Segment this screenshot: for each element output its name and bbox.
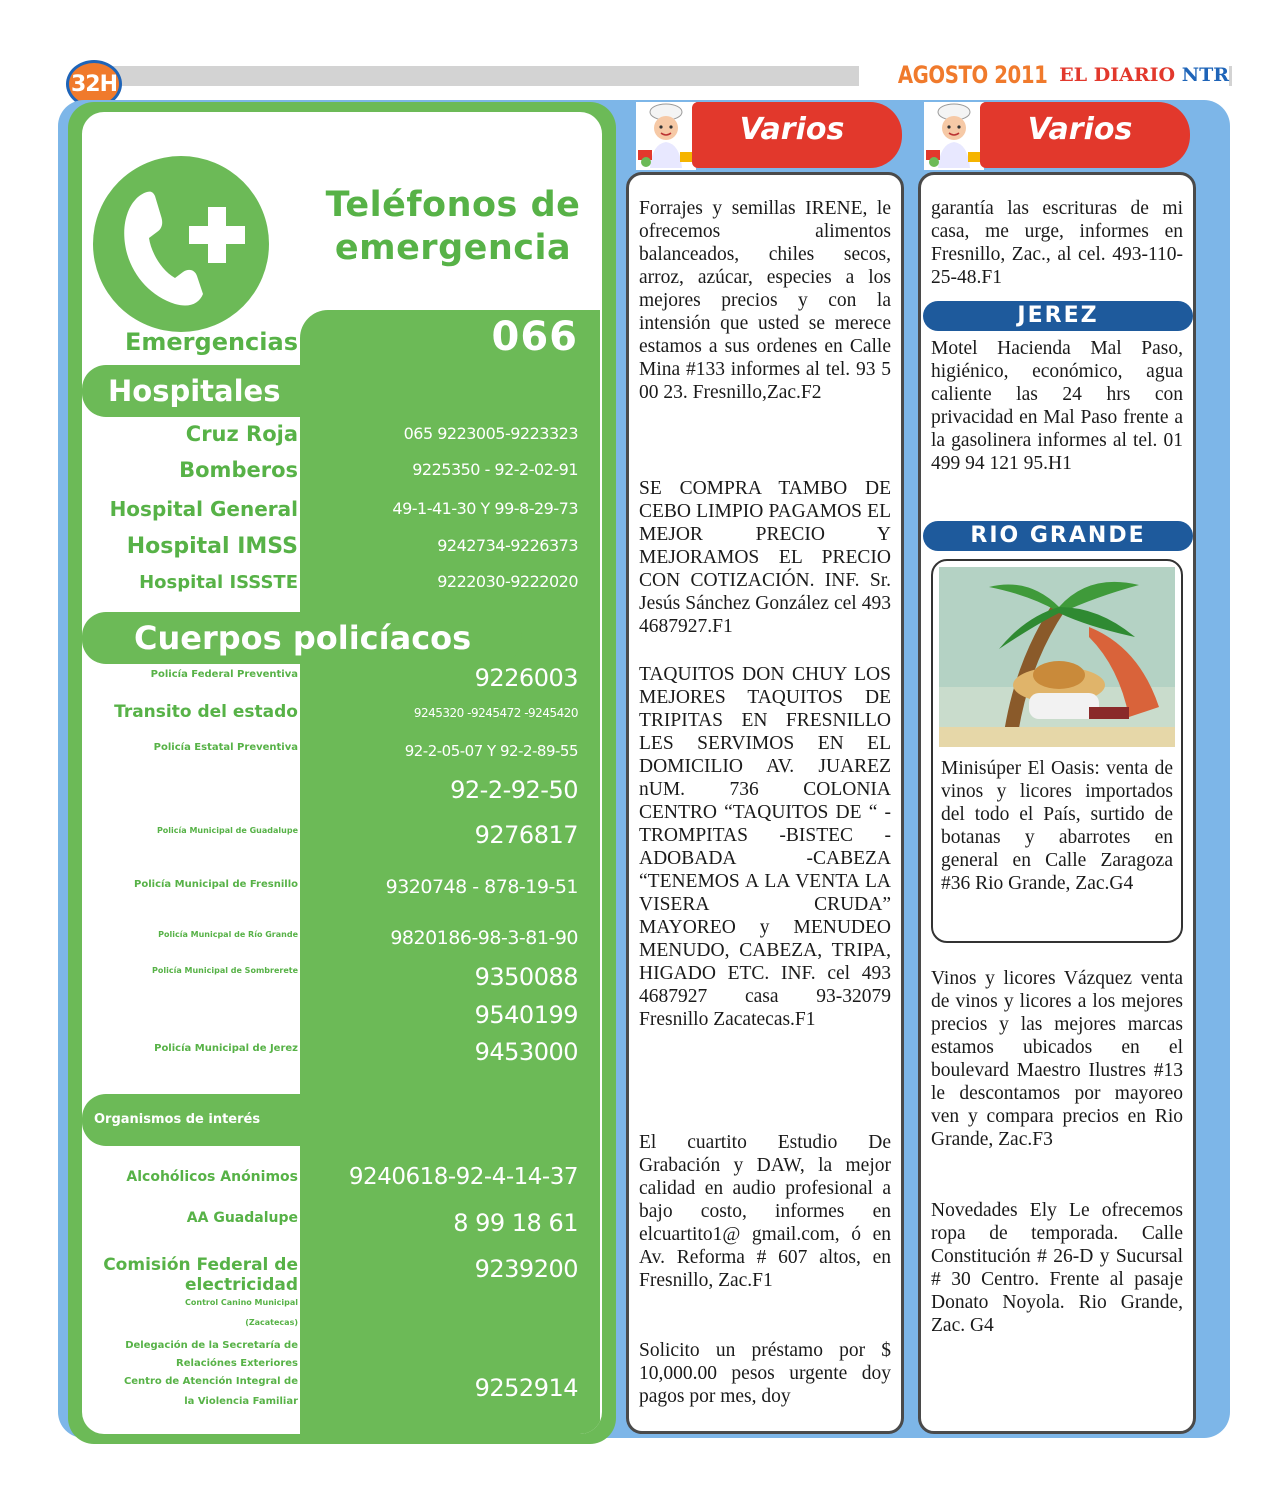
zone-heading-jerez: JEREZ [923, 301, 1193, 331]
police-number: 9245320 -9245472 -9245420 [413, 706, 578, 720]
organism-label: (Zacatecas) [245, 1318, 298, 1327]
organism-number: 9239200 [474, 1255, 578, 1283]
varios-header-b [924, 102, 1192, 170]
varios-title: Varios [1027, 112, 1133, 147]
emergencias-label: Emergencias [125, 328, 298, 356]
phone-plus-icon [85, 154, 277, 334]
organism-number: 9252914 [474, 1374, 578, 1402]
organismos-heading: Organismos de interés [82, 1094, 300, 1146]
classified-column-a [626, 172, 904, 1434]
police-number: 92-2-92-50 [450, 776, 578, 804]
hospital-number: 9222030-9222020 [437, 572, 578, 591]
ad-oasis-box [931, 559, 1183, 943]
police-label: Policía Municpal de Río Grande [158, 930, 298, 939]
varios-ribbon [692, 102, 902, 168]
cartoon-siesta-illustration [939, 567, 1175, 747]
organism-label: Delegación de la Secretaría de [125, 1340, 298, 1351]
ad-novedades-ely: Novedades Ely Le ofrecemos ropa de temporada. Calle Constitución # 26-D y Sucursal # 30 Centro. Frente al pasaje Donato Noyola. Rio Grande, Zac. G4 [931, 1200, 1183, 1336]
organism-number: 8 99 18 61 [453, 1209, 578, 1237]
classified-column-b [918, 172, 1196, 1434]
organism-label: electricidad [184, 1275, 298, 1295]
police-number: 9820186-98-3-81-90 [390, 927, 578, 949]
organism-number: 9240618-92-4-14-37 [348, 1164, 578, 1190]
paper-name [1059, 64, 1229, 86]
hospital-number: 9225350 - 92-2-02-91 [412, 460, 578, 479]
panel-title [308, 184, 598, 270]
ad-tambo: SE COMPRA TAMBO DE CEBO LIMPIO PAGAMOS EL MEJOR PRECIO Y MEJORAMOS EL PRECIO CON COTIZACIÓN. INF. Sr. Jesús Sánchez González cel 493 4687927.F1 [639, 478, 891, 637]
police-label: Policía Municipal de Fresnillo [134, 879, 298, 890]
police-number: 9453000 [474, 1038, 578, 1066]
organism-label: Centro de Atención Integral de [123, 1376, 298, 1387]
police-label: Policía Municipal de Sombrerete [152, 966, 298, 975]
hospital-label: Bomberos [179, 458, 298, 482]
varios-title: Varios [739, 112, 845, 147]
cook-icon [636, 102, 696, 170]
hospital-label: Cruz Roja [185, 422, 298, 446]
cook-icon [924, 102, 984, 170]
police-number: 9226003 [474, 664, 578, 692]
masthead [859, 60, 1229, 90]
ad-taquitos: TAQUITOS DON CHUY LOS MEJORES TAQUITOS DE TRIPITAS EN FRESNILLO LES SERVIMOS EN EL DOMICILIO AV. JUAREZ nUM. 736 COLONIA CENTRO “TAQUITOS DE “ -TROMPITAS -BISTEC -ADOBADA -CABEZA “TENEMOS A LA VENTA LA VISERA CRUDA” MAYOREO y MENUDEO MENUDO, CABEZA, TRIPA, HIGADO ETC. INF. cel 493 4687927 casa 93-32079 Fresnillo Zacatecas.F1 [639, 664, 891, 1030]
paper-name-text: EL DIARIO [1059, 64, 1176, 86]
panel-title-line2: emergencia [334, 228, 572, 268]
ad-estudio: El cuartito Estudio De Grabación y DAW, la mejor calidad en audio profesional a bajo costo, informes en elcuartito1@ gmail.com, ó en Av. Reforma # 607 altos, en Fresnillo, Zac.F1 [639, 1132, 891, 1291]
paper-suffix: NTR [1181, 64, 1229, 86]
panel-title-line1: Teléfonos de [325, 185, 581, 225]
police-number: 9350088 [474, 963, 578, 991]
police-number: 9320748 - 878-19-51 [385, 876, 578, 898]
police-label: Policía Estatal Preventiva [153, 742, 298, 753]
ad-prestamo-continued: garantía las escrituras de mi casa, me urge, informes en Fresnillo, Zac., al cel. 493-110-25-48.F1 [931, 198, 1183, 288]
issue-date: AGOSTO 2011 [897, 61, 1048, 89]
policia-heading: Cuerpos policíacos [82, 612, 522, 664]
organism-label: Control Canino Municipal [185, 1298, 298, 1307]
ad-oasis: Minisúper El Oasis: venta de vinos y licores importados del todo el País, surtido de botanas y abarrotes en general en Calle Zaragoza #36 Rio Grande, Zac.G4 [941, 758, 1173, 894]
hospital-number: 065 9223005-9223323 [403, 424, 578, 443]
varios-header-a [636, 102, 904, 170]
ad-vinos-vazquez: Vinos y licores Vázquez venta de vinos y licores a los mejores precios y las mejores marcas estamos ubicados en el boulevard Maestro Ilustres #13 le descontamos por mayoreo ven y compara precios en Rio Grande, Zac.F3 [931, 968, 1183, 1150]
police-label: Policía Federal Preventiva [150, 669, 298, 680]
emergencias-number: 066 [491, 314, 578, 360]
page-number-badge: 32H [66, 60, 122, 108]
police-label: Policía Municipal de Jerez [154, 1043, 298, 1054]
hospital-label: Hospital IMSS [126, 534, 298, 559]
police-number: 9276817 [474, 821, 578, 849]
organism-label: AA Guadalupe [186, 1210, 298, 1226]
ad-prestamo: Solicito un préstamo por $ 10,000.00 pesos urgente doy pagos por mes, doy [639, 1340, 891, 1407]
ad-forrajes: Forrajes y semillas IRENE, le ofrecemos alimentos balanceados, chiles secos, arroz, azúcar, especies a los mejores precios y con la intensión que usted se merece estamos a sus ordenes en Calle Mina #133 informes al tel. 93 5 00 23. Fresnillo,Zac.F2 [639, 198, 891, 403]
hospitales-heading: Hospitales [82, 365, 318, 417]
zone-heading-rio-grande: RIO GRANDE [923, 521, 1193, 551]
police-number: 9540199 [474, 1001, 578, 1029]
organism-label: Comisión Federal de [103, 1255, 298, 1275]
emergency-panel [82, 112, 602, 1434]
hospital-number: 9242734-9226373 [437, 536, 578, 555]
police-number: 92-2-05-07 Y 92-2-89-55 [404, 742, 578, 760]
hospital-label: Hospital ISSSTE [139, 572, 298, 593]
ad-motel: Motel Hacienda Mal Paso, higiénico, económico, agua caliente las 24 hrs con privacidad en Mal Paso frente a la gasolinera informes al tel. 01 499 94 121 95.H1 [931, 338, 1183, 474]
varios-ribbon [980, 102, 1190, 168]
hospital-number: 49-1-41-30 Y 99-8-29-73 [392, 499, 578, 518]
organism-label: Relaciónes Exteriores [176, 1358, 298, 1369]
hospital-label: Hospital General [109, 497, 298, 521]
organism-label: la Violencia Familiar [184, 1396, 298, 1407]
police-label: Transito del estado [114, 702, 298, 722]
police-label: Policía Municipal de Guadalupe [156, 826, 298, 835]
organism-label: Alcohólicos Anónimos [126, 1169, 298, 1185]
